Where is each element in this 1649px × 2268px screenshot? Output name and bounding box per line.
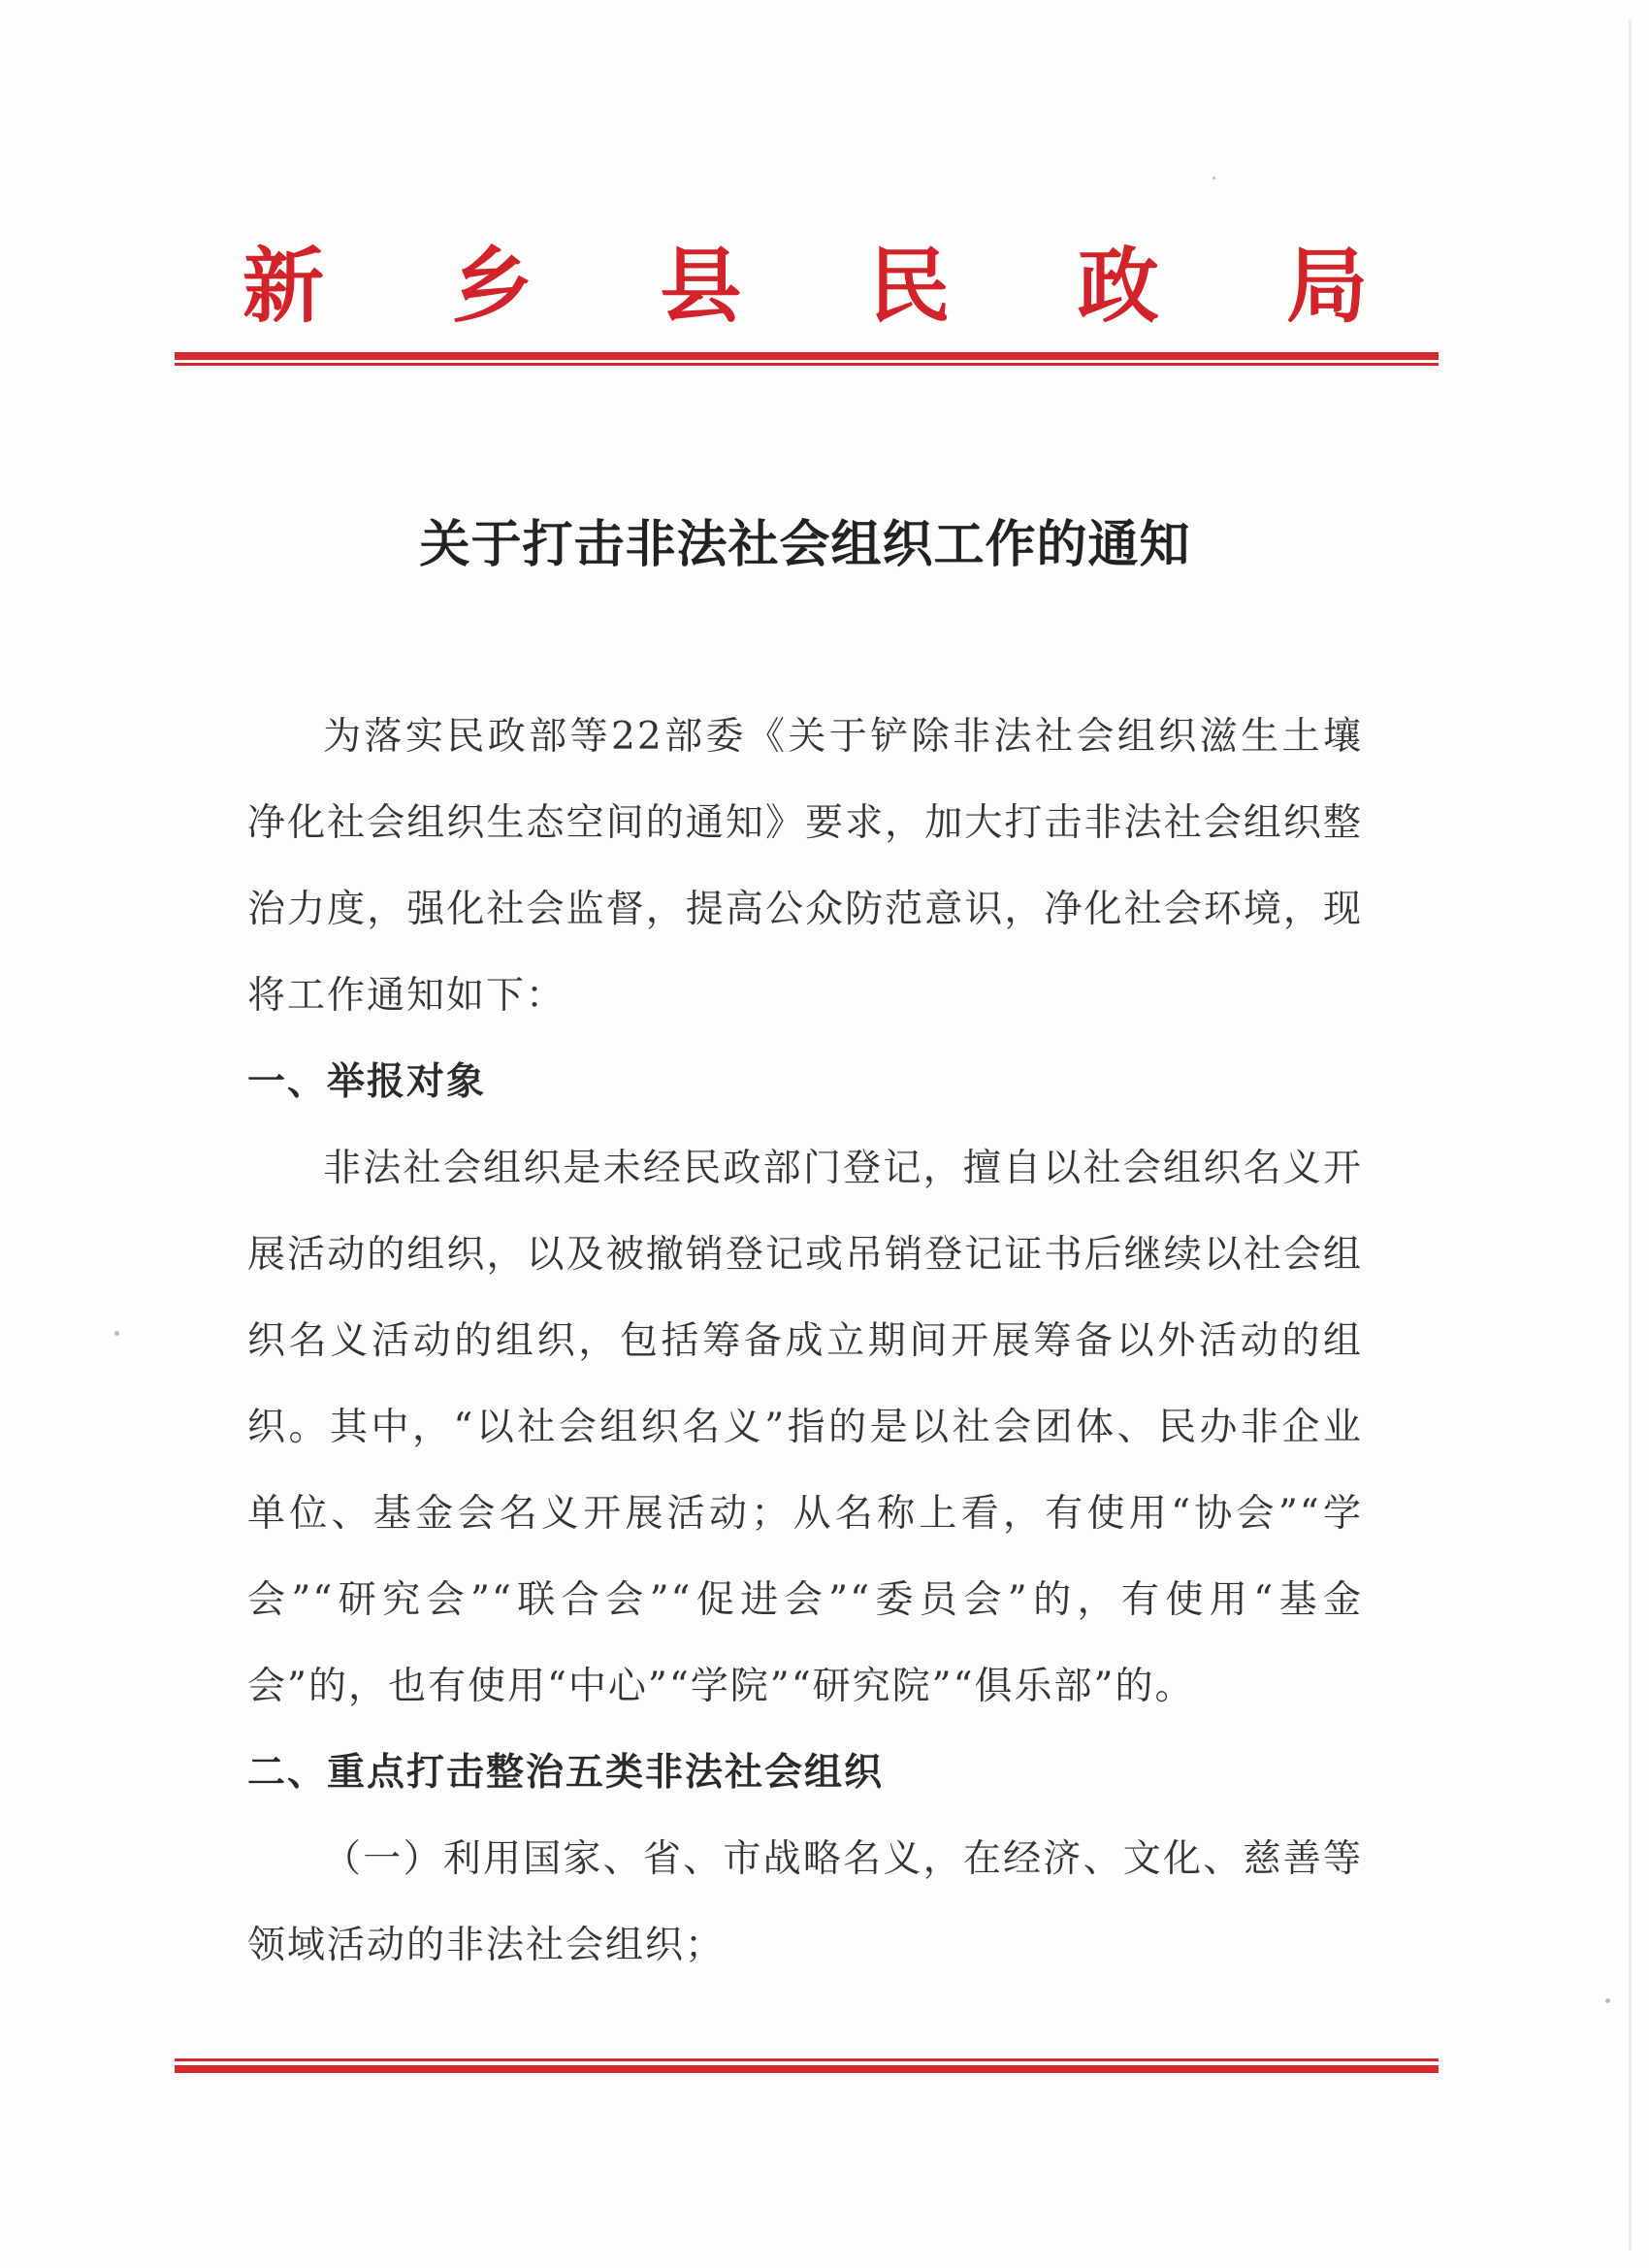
scan-speck	[1605, 1998, 1610, 2003]
document-body	[247, 694, 1363, 1989]
masthead-char: 县	[660, 238, 742, 334]
header-red-rule-thin	[175, 363, 1439, 366]
list-item: （一）利用国家、省、市战略名义，在经济、文化、慈善等领域活动的非法社会组织；	[247, 1837, 1363, 1967]
masthead-char: 新	[242, 238, 325, 334]
masthead-char: 民	[868, 238, 951, 334]
page-edge	[1629, 19, 1632, 2251]
footer-red-rule	[175, 2065, 1439, 2073]
footer-red-rule-thin	[175, 2058, 1439, 2061]
header-red-rule	[175, 352, 1439, 360]
scan-speck	[114, 1331, 119, 1336]
section-paragraph: 非法社会组织是未经民政部门登记，擅自以社会组织名义开展活动的组织，以及被撤销登记或吊销登记证书后继续以社会组织名义活动的组织，包括筹备成立期间开展筹备以外活动的组织。其中，“以社会组织名义”指的是以社会团体、民办非企业单位、基金会名义开展活动；从名称上看，有使用“协会”“学会”“研究会”“联合会”“促进会”“委员会”的，有使用“基金会”的，也有使用“中心”“学院”“研究院”“俱乐部”的。	[247, 1147, 1363, 1708]
document-title: 关于打击非法社会组织工作的通知	[419, 516, 1191, 574]
scan-speck	[1212, 177, 1215, 179]
section-heading: 一、举报对象	[247, 1059, 487, 1104]
issuer-masthead	[242, 238, 1368, 335]
masthead-char: 政	[1077, 238, 1159, 334]
masthead-char: 乡	[451, 238, 534, 334]
intro-paragraph: 为落实民政部等22部委《关于铲除非法社会组织滋生土壤净化社会组织生态空间的通知》要求，加大打击非法社会组织整治力度，强化社会监督，提高公众防范意识，净化社会环境，现将工作通知如下：	[247, 715, 1363, 1018]
masthead-char: 局	[1285, 238, 1368, 334]
section-heading: 二、重点打击整治五类非法社会组织	[247, 1750, 885, 1795]
